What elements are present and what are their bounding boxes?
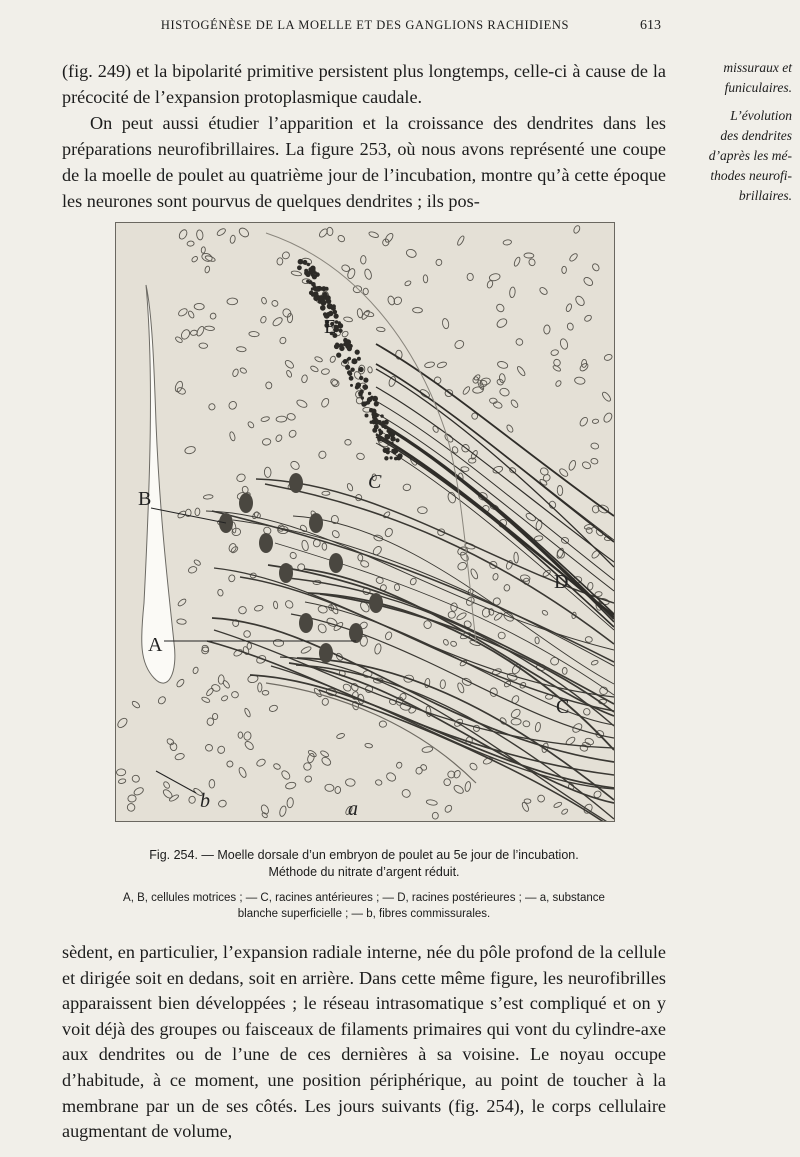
stained-granule [338,321,341,324]
label-a-small: a [348,798,358,820]
label-b-small: b [200,790,210,812]
stained-granule [355,385,359,389]
motor-cell-body [279,563,293,583]
stained-granule [345,339,351,345]
stained-granule [334,344,339,349]
margin-note-line: brillaires. [738,188,792,203]
bottom-paragraphs [62,940,666,1145]
stained-granule [368,392,371,395]
stained-granule [336,353,341,358]
stained-granule [313,291,319,297]
top-paragraphs [62,58,666,214]
stained-granule [361,401,366,406]
label-d: D [554,571,569,593]
label-b: B [138,488,152,510]
caption-method: Méthode du nitrate d’argent réduit. [268,865,460,879]
margin-note-line: thodes neurofi- [710,168,792,183]
label-c-inner: C [368,471,382,493]
motor-cell-body [319,643,333,663]
stained-granule [339,343,344,348]
stained-granule [379,430,384,435]
stained-granule [365,414,369,418]
page-number: 613 [640,18,661,33]
caption-title: Fig. 254. — Moelle dorsale d’un embryon de poulet au 5e jour de l’incubation. [149,848,579,862]
stained-granule [325,295,331,301]
margin-note-line: des dendrites [720,128,792,143]
stained-granule [361,396,364,399]
stained-granule [352,361,355,364]
margin-note-line: d’après les mé- [708,148,792,163]
motor-cell-body [349,623,363,643]
margin-note-2 [682,106,792,206]
stained-granule [363,378,368,383]
stained-granule [339,329,343,333]
stained-granule [347,346,352,351]
margin-note-1: missuraux et funiculaires. [723,60,792,95]
stained-granule [359,376,363,380]
stained-granule [312,274,317,279]
stained-granule [372,428,377,433]
label-a: A [148,634,163,656]
stained-granule [297,265,302,270]
stained-granule [343,359,348,364]
figure-caption [62,847,666,881]
stained-granule [310,266,315,271]
running-title: HISTOGÉNÈSE DE LA MOELLE ET DES GANGLIONS RACHIDIENS [160,18,570,32]
histology-figure [115,222,615,822]
stained-granule [363,385,368,390]
label-e: E [324,316,337,338]
motor-cell-body [239,493,253,513]
stained-granule [345,365,350,370]
motor-cell-body [329,553,343,573]
paragraph-continuation: (fig. 249) et la bipolarité primitive persistent plus longtemps, celle-ci à cause de la précocité de l’expansion protoplasmique caudale. [62,61,666,107]
legend-line: blanche superficielle ; — b, fibres commissurales. [237,908,491,920]
stained-granule [359,367,364,372]
stained-granule [332,304,336,308]
stained-granule [348,357,352,361]
motor-cell-body [309,513,323,533]
motor-cell-body [369,593,383,613]
motor-cell-body [299,613,313,633]
stained-granule [395,438,399,442]
stained-granule [305,272,310,277]
stained-granule [314,271,317,274]
stained-granule [322,306,326,310]
label-c-outer: C [556,696,570,718]
paragraph-neurofibrils: sèdent, en particulier, l’expansion radiale interne, née du pôle profond de la cellule et dirigée soit en dedans, soit en arrière. Dans cette même figure, les neurofibrilles apparaissent bien développées ; le réseau intrasomatique s’est compliqué et on y voit déjà des groupes ou faisceaux de filaments primaires qui vont du cylindre-axe aux dendrites ou de l’une de ces dernières à sa voisine. Le noyau occupe d’habitude, à ce moment, une position périphérique, au point de toucher à la membrane par un de ses côtés. Les jours suivants (fig. 254), le corps cellulaire augmentant de volume, [62,942,666,1142]
stained-granule [325,287,329,291]
motor-cell-body [289,473,303,493]
stained-granule [303,260,308,265]
stained-granule [307,263,310,266]
legend-line: A, B, cellules motrices ; — C, racines antérieures ; — D, racines postérieures ; — a, substance [123,892,605,904]
figure-illustration [116,223,614,821]
stained-granule [309,280,313,284]
stained-granule [347,370,352,375]
stained-granule [298,259,304,265]
motor-cell-body [259,533,273,553]
stained-granule [349,376,354,381]
stained-granule [358,391,362,395]
stained-granule [357,357,361,361]
figure-legend [62,890,666,922]
margin-note-line: L’évolution [730,108,792,123]
paragraph-dendrites: On peut aussi étudier l’apparition et la croissance des dendrites dans les préparations neurofibrillaires. La figure 253, où nous avons représenté une coupe de la moelle de poulet au quatrième jour de l’incubation, montre qu’à cette époque les neurones sont pourvus de quelques dendrites ; ils pos- [62,113,666,211]
stained-granule [372,396,378,402]
stained-granule [355,350,360,355]
stained-granule [384,456,388,460]
stained-granule [390,456,393,459]
stained-granule [350,384,353,387]
